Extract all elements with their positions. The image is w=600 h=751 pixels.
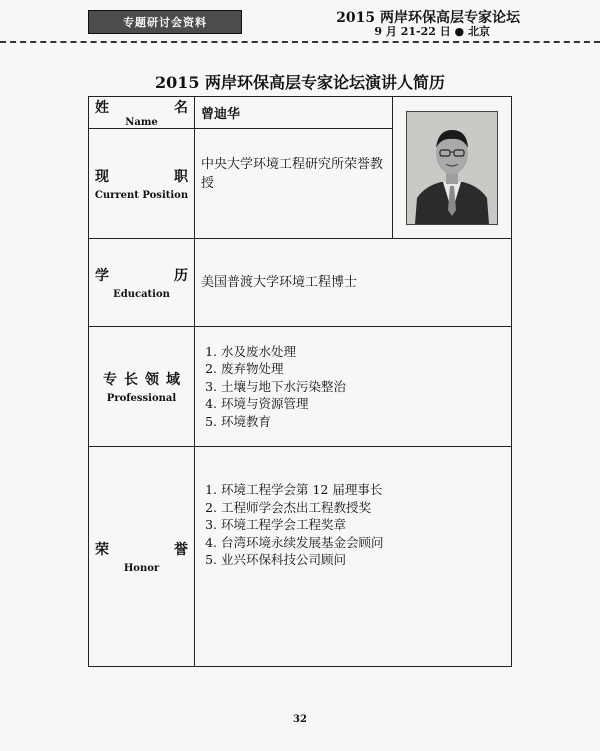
expertise-row — [89, 327, 512, 447]
expertise-label-zh-3: 领 — [145, 372, 159, 388]
education-label-en: Education — [113, 289, 170, 300]
list-item: 5. 业兴环保科技公司顾问 — [221, 551, 511, 569]
education-label-zh-left: 学 — [95, 268, 109, 284]
position-value-cell — [195, 129, 393, 239]
honor-label-zh-right: 誉 — [174, 542, 188, 558]
education-label-zh-right: 历 — [174, 268, 188, 284]
resume-table — [88, 96, 512, 667]
name-value-cell — [195, 97, 393, 129]
forum-logo: 专题研讨会资料 — [88, 10, 242, 34]
education-value: 美国普渡大学环境工程博士 — [201, 275, 358, 290]
education-label — [89, 239, 195, 327]
document-title: 2015 两岸环保高层专家论坛演讲人简历 — [154, 73, 446, 92]
education-value-cell — [195, 239, 512, 327]
name-label — [89, 97, 195, 129]
list-item: 4. 台湾环境永续发展基金会顾问 — [221, 534, 511, 552]
honor-label — [89, 447, 195, 667]
list-item: 1. 环境工程学会第 12 届理事长 — [221, 481, 511, 499]
speaker-photo — [406, 111, 498, 225]
list-item: 5. 环境教育 — [221, 413, 511, 431]
name-label-zh-left: 姓 — [95, 100, 109, 116]
list-item: 3. 环境工程学会工程奖章 — [221, 516, 511, 534]
name-label-en: Name — [125, 117, 158, 128]
honor-list — [195, 481, 511, 569]
position-label-en: Current Position — [94, 190, 189, 201]
name-value: 曾迪华 — [201, 107, 241, 122]
position-label-zh-left: 现 — [95, 169, 109, 185]
expertise-label-en: Professional — [106, 393, 177, 404]
list-item: 1. 水及废水处理 — [221, 343, 511, 361]
position-label — [89, 129, 195, 239]
list-item: 2. 工程师学会杰出工程教授奖 — [221, 499, 511, 517]
expertise-label-zh-4: 域 — [166, 372, 180, 388]
position-value: 中央大学环境工程研究所荣誉教授 — [201, 157, 384, 191]
name-row — [89, 97, 512, 129]
header-divider — [0, 41, 600, 43]
education-row — [89, 239, 512, 327]
expertise-list — [195, 343, 511, 431]
position-label-zh-right: 职 — [174, 169, 188, 185]
honor-value-cell — [195, 447, 512, 667]
expertise-label-zh-2: 长 — [124, 372, 138, 388]
portrait-illustration — [407, 112, 497, 224]
honor-label-zh-left: 荣 — [95, 542, 109, 558]
list-item: 2. 废弃物处理 — [221, 360, 511, 378]
expertise-label — [89, 327, 195, 447]
expertise-value-cell — [195, 327, 512, 447]
expertise-label-zh-1: 专 — [103, 372, 117, 388]
honor-row — [89, 447, 512, 667]
forum-title: 2015 两岸环保高层专家论坛 — [336, 10, 520, 26]
name-label-zh-right: 名 — [174, 100, 188, 116]
honor-label-en: Honor — [123, 563, 160, 574]
list-item: 3. 土壤与地下水污染整治 — [221, 378, 511, 396]
list-item: 4. 环境与资源管理 — [221, 395, 511, 413]
forum-date: 9 月 21-22 日 ● 北京 — [374, 25, 490, 38]
photo-cell — [393, 97, 512, 239]
page-number: 32 — [293, 714, 307, 725]
